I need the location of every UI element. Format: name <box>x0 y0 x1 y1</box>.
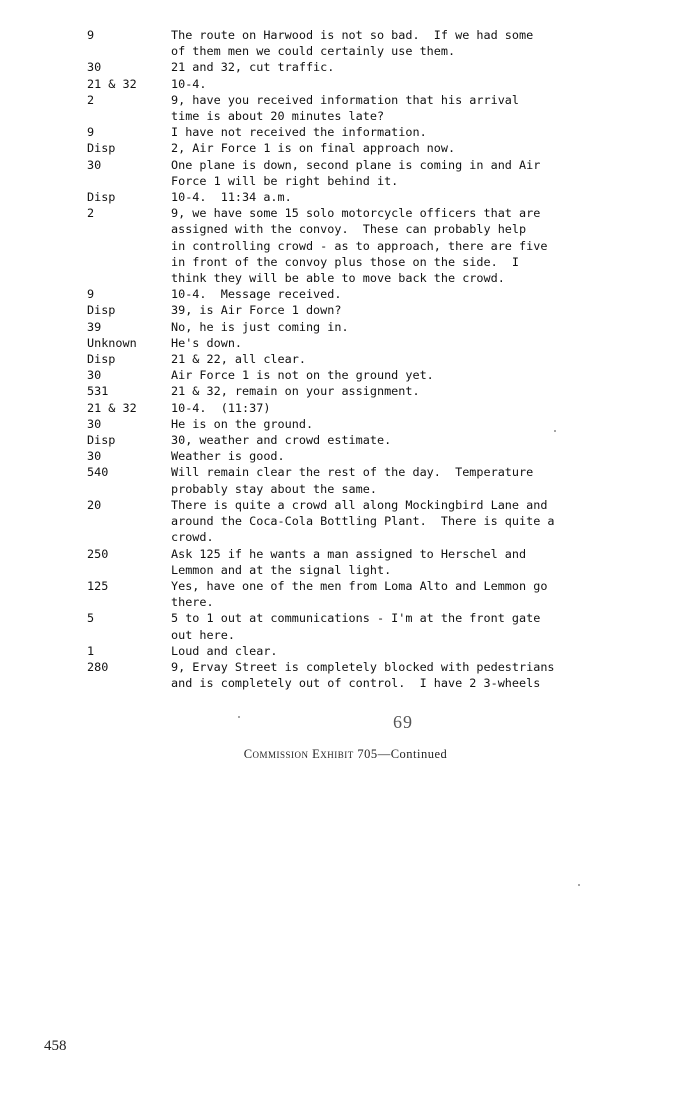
scan-speck <box>554 430 556 432</box>
message-line: probably stay about the same. <box>171 481 377 496</box>
message-line: 10-4. (11:37) <box>171 400 271 415</box>
transcript-entry <box>0 351 691 367</box>
message-line: Force 1 will be right behind it. <box>171 173 399 188</box>
speaker-label: 1 <box>87 643 95 658</box>
speaker-label: 21 & 32 <box>87 76 137 91</box>
message-text <box>171 124 641 140</box>
speaker-label: 30 <box>87 416 102 431</box>
exhibit-label: Commission Exhibit 705 <box>243 747 378 761</box>
message-line: Loud and clear. <box>171 643 278 658</box>
message-line: Lemmon and at the signal light. <box>171 562 392 577</box>
message-text <box>171 302 641 318</box>
transcript-entry <box>0 578 691 610</box>
transcript-entry <box>0 335 691 351</box>
message-text <box>171 157 641 189</box>
message-line: around the Coca-Cola Bottling Plant. There is quite a <box>171 514 555 529</box>
message-line: 9, have you received information that his arrival <box>171 92 520 107</box>
message-line: 5 to 1 out at communications - I'm at the front gate <box>171 611 541 626</box>
transcript-entry <box>0 464 691 496</box>
message-line: 10-4. 11:34 a.m. <box>171 190 292 205</box>
message-text <box>171 416 641 432</box>
message-line: out here. <box>171 627 235 642</box>
message-line: 21 & 32, remain on your assignment. <box>171 384 420 399</box>
transcript-entry <box>0 546 691 578</box>
message-line: time is about 20 minutes late? <box>171 109 385 124</box>
message-line: 10-4. <box>171 76 207 91</box>
speaker-label: 39 <box>87 319 102 334</box>
page-number: 458 <box>44 1038 67 1054</box>
message-text <box>171 319 641 335</box>
speaker-label: 531 <box>87 384 109 399</box>
message-line: 30, weather and crowd estimate. <box>171 433 392 448</box>
message-line: Ask 125 if he wants a man assigned to Herschel and <box>171 546 527 561</box>
speaker-label: 5 <box>87 611 95 626</box>
scan-speck <box>238 716 240 718</box>
message-line: assigned with the convoy. These can probably help <box>171 222 527 237</box>
message-line: in front of the convoy plus those on the side. I <box>171 254 520 269</box>
speaker-label: Disp <box>87 303 116 318</box>
message-text <box>171 92 641 124</box>
speaker-label: 20 <box>87 497 102 512</box>
message-line: Weather is good. <box>171 449 285 464</box>
transcript-entry <box>0 140 691 156</box>
message-line: 39, is Air Force 1 down? <box>171 303 342 318</box>
message-text <box>171 659 641 691</box>
speaker-label: Unknown <box>87 335 137 350</box>
message-line: The route on Harwood is not so bad. If we had some <box>171 28 534 42</box>
message-line: 21 and 32, cut traffic. <box>171 60 335 75</box>
message-text <box>171 464 641 496</box>
message-text <box>171 497 641 546</box>
message-text <box>171 383 641 399</box>
message-line: One plane is down, second plane is coming in and Air <box>171 157 541 172</box>
transcript-entry <box>0 59 691 75</box>
transcript-entry <box>0 416 691 432</box>
message-line: 2, Air Force 1 is on final approach now. <box>171 141 456 156</box>
message-line: of them men we could certainly use them. <box>171 44 456 59</box>
message-text <box>171 400 641 416</box>
speaker-label: 9 <box>87 28 95 42</box>
message-text <box>171 189 641 205</box>
speaker-label: 9 <box>87 125 95 140</box>
speaker-label: 2 <box>87 206 95 221</box>
message-line: No, he is just coming in. <box>171 319 349 334</box>
speaker-label: 540 <box>87 465 109 480</box>
message-text <box>171 205 641 286</box>
message-line: in controlling crowd - as to approach, there are five <box>171 238 548 253</box>
message-text <box>171 351 641 367</box>
speaker-label: Disp <box>87 433 116 448</box>
message-text <box>171 432 641 448</box>
message-line: there. <box>171 595 214 610</box>
transcript-entry <box>0 383 691 399</box>
speaker-label: 30 <box>87 368 102 383</box>
speaker-label: Disp <box>87 190 116 205</box>
message-line: 21 & 22, all clear. <box>171 352 306 367</box>
transcript-entry <box>0 432 691 448</box>
speaker-label: 280 <box>87 659 109 674</box>
speaker-label: 9 <box>87 287 95 302</box>
speaker-label: 250 <box>87 546 109 561</box>
transcript-entry <box>0 319 691 335</box>
message-text <box>171 610 641 642</box>
transcript-entry <box>0 92 691 124</box>
transcript-entry <box>0 27 691 59</box>
message-line: Yes, have one of the men from Loma Alto and Lemmon go <box>171 578 548 593</box>
transcript-entry <box>0 302 691 318</box>
speaker-label: Disp <box>87 352 116 367</box>
message-text <box>171 546 641 578</box>
message-text <box>171 27 641 59</box>
radio-transcript <box>0 27 691 691</box>
transcript-entry <box>0 659 691 691</box>
exhibit-caption <box>0 747 691 762</box>
message-line: He's down. <box>171 335 243 350</box>
exhibit-suffix: —Continued <box>377 747 448 761</box>
speaker-label: 30 <box>87 157 102 172</box>
message-line: crowd. <box>171 530 214 545</box>
transcript-entry <box>0 286 691 302</box>
transcript-entry <box>0 497 691 546</box>
message-line: Will remain clear the rest of the day. Temperature <box>171 465 534 480</box>
message-line: and is completely out of control. I have 2 3-wheels <box>171 676 541 691</box>
message-text <box>171 448 641 464</box>
message-text <box>171 286 641 302</box>
speaker-label: Disp <box>87 141 116 156</box>
message-text <box>171 59 641 75</box>
message-line: There is quite a crowd all along Mockingbird Lane and <box>171 497 548 512</box>
message-line: 9, we have some 15 solo motorcycle officers that are <box>171 206 541 221</box>
transcript-entry <box>0 205 691 286</box>
message-line: think they will be able to move back the crowd. <box>171 271 505 286</box>
transcript-entry <box>0 189 691 205</box>
message-text <box>171 367 641 383</box>
message-line: I have not received the information. <box>171 125 427 140</box>
scan-speck <box>578 884 580 886</box>
transcript-entry <box>0 157 691 189</box>
transcript-entry <box>0 124 691 140</box>
transcript-entry <box>0 643 691 659</box>
speaker-label: 30 <box>87 449 102 464</box>
message-line: He is on the ground. <box>171 416 314 431</box>
speaker-label: 125 <box>87 578 109 593</box>
message-line: 9, Ervay Street is completely blocked with pedestrians <box>171 659 555 674</box>
transcript-entry <box>0 76 691 92</box>
transcript-entry <box>0 610 691 642</box>
transcript-entry <box>0 400 691 416</box>
message-text <box>171 76 641 92</box>
message-text <box>171 140 641 156</box>
message-line: Air Force 1 is not on the ground yet. <box>171 368 434 383</box>
speaker-label: 2 <box>87 92 95 107</box>
message-text <box>171 643 641 659</box>
message-line: 10-4. Message received. <box>171 287 342 302</box>
message-text <box>171 578 641 610</box>
speaker-label: 21 & 32 <box>87 400 137 415</box>
speaker-label: 30 <box>87 60 102 75</box>
transcript-entry <box>0 448 691 464</box>
transcript-entry <box>0 367 691 383</box>
message-text <box>171 335 641 351</box>
original-page-number: 69 <box>393 712 413 732</box>
